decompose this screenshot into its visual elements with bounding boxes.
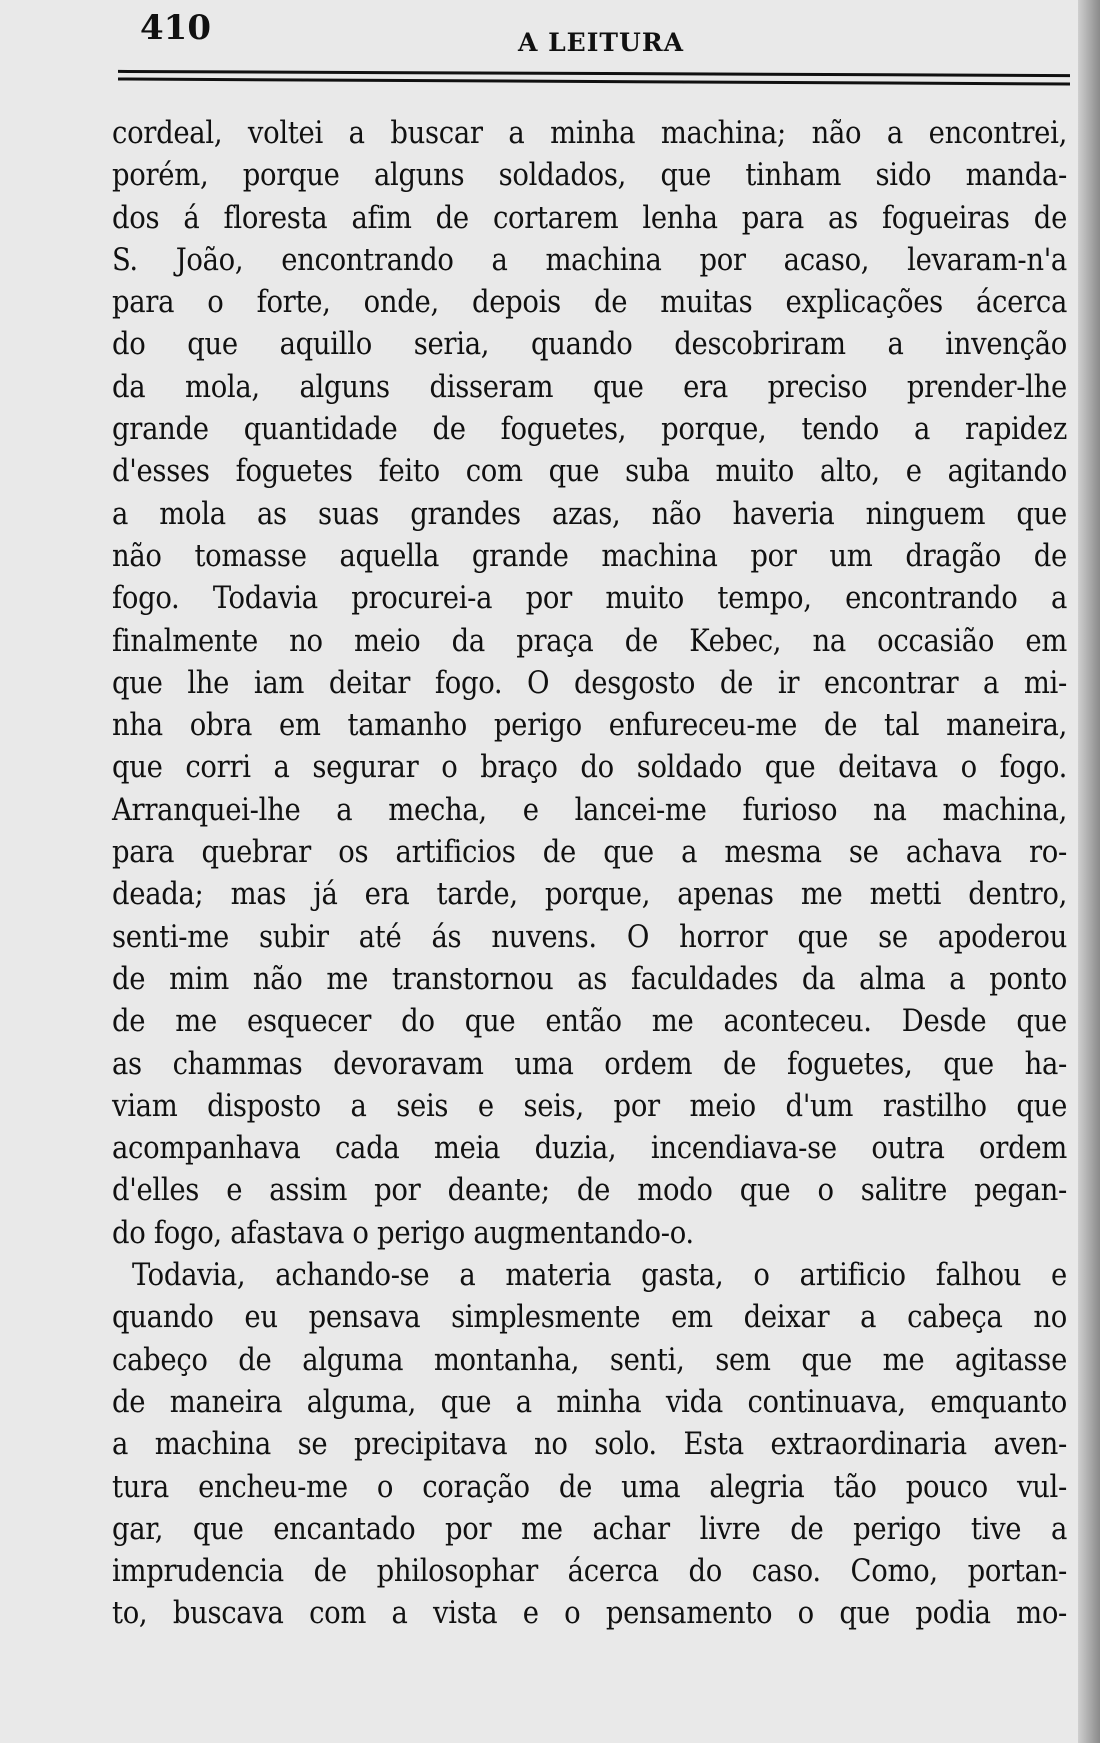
body-text (112, 113, 1067, 1636)
text-line: a mola as suas grandes azas, não haveria ninguem que (112, 496, 1067, 532)
text-line: de me esquecer do que então me aconteceu. Desde que (112, 1004, 1067, 1040)
text-line: de mim não me transtornou as faculdades da alma a ponto (112, 961, 1067, 997)
text-line: d'elles e assim por deante; de modo que o salitre pegan- (112, 1173, 1067, 1209)
text-line: Todavia, achando-se a materia gasta, o artificio falhou e (132, 1258, 1067, 1294)
text-line: dos á floresta afim de cortarem lenha para as fogueiras de (112, 200, 1067, 236)
text-line: gar, que encantado por me achar livre de perigo tive a (112, 1511, 1067, 1547)
text-line: to, buscava com a vista e o pensamento o que podia mo- (112, 1596, 1067, 1632)
text-line: deada; mas já era tarde, porque, apenas me metti dentro, (112, 877, 1067, 913)
text-line: da mola, alguns disseram que era preciso prender-lhe (112, 369, 1067, 405)
text-line: S. João, encontrando a machina por acaso, levaram-n'a (112, 242, 1067, 278)
text-line: não tomasse aquella grande machina por um dragão de (112, 538, 1067, 574)
text-line: senti-me subir até ás nuvens. O horror que se apoderou (112, 919, 1067, 955)
text-line: as chammas devoravam uma ordem de foguetes, que ha- (112, 1046, 1067, 1082)
page-edge-shadow (1078, 0, 1100, 1743)
text-line: que corri a segurar o braço do soldado que deitava o fogo. (112, 750, 1067, 786)
text-line: imprudencia de philosophar ácerca do caso. Como, portan- (112, 1554, 1067, 1590)
running-title: A LEITURA (518, 28, 685, 57)
text-line: para quebrar os artificios de que a mesma se achava ro- (112, 835, 1067, 871)
text-line: finalmente no meio da praça de Kebec, na occasião em (112, 623, 1067, 659)
text-line: do que aquillo seria, quando descobriram a invenção (112, 327, 1067, 363)
text-line: do fogo, afastava o perigo augmentando-o. (112, 1215, 694, 1251)
text-line: cordeal, voltei a buscar a minha machina; não a encontrei, (112, 116, 1067, 151)
text-line: a machina se precipitava no solo. Esta extraordinaria aven- (112, 1427, 1067, 1463)
text-line: tura encheu-me o coração de uma alegria tão pouco vul- (112, 1469, 1067, 1505)
page-number: 410 (140, 8, 211, 48)
header-rule-top (118, 70, 1070, 77)
text-line: d'esses foguetes feito com que suba muito alto, e agitando (112, 454, 1067, 490)
text-line: viam disposto a seis e seis, por meio d'um rastilho que (112, 1088, 1067, 1124)
text-line: porém, porque alguns soldados, que tinham sido manda- (112, 158, 1067, 194)
text-line: que lhe iam deitar fogo. O desgosto de ir encontrar a mi- (112, 665, 1067, 701)
text-line: de maneira alguma, que a minha vida continuava, emquanto (112, 1384, 1067, 1420)
text-line: acompanhava cada meia duzia, incendiava-se outra ordem (112, 1131, 1067, 1167)
text-line: grande quantidade de foguetes, porque, tendo a rapidez (112, 412, 1067, 448)
text-line: fogo. Todavia procurei-a por muito tempo, encontrando a (112, 581, 1067, 617)
text-line: nha obra em tamanho perigo enfureceu-me de tal maneira, (112, 708, 1067, 744)
text-line: cabeço de alguma montanha, senti, sem que me agitasse (112, 1342, 1067, 1378)
text-line: quando eu pensava simplesmente em deixar a cabeça no (112, 1300, 1067, 1336)
text-line: para o forte, onde, depois de muitas explicações ácerca (112, 285, 1067, 321)
header-rule-bottom (118, 78, 1070, 86)
text-line: Arranquei-lhe a mecha, e lancei-me furioso na machina, (112, 792, 1067, 828)
